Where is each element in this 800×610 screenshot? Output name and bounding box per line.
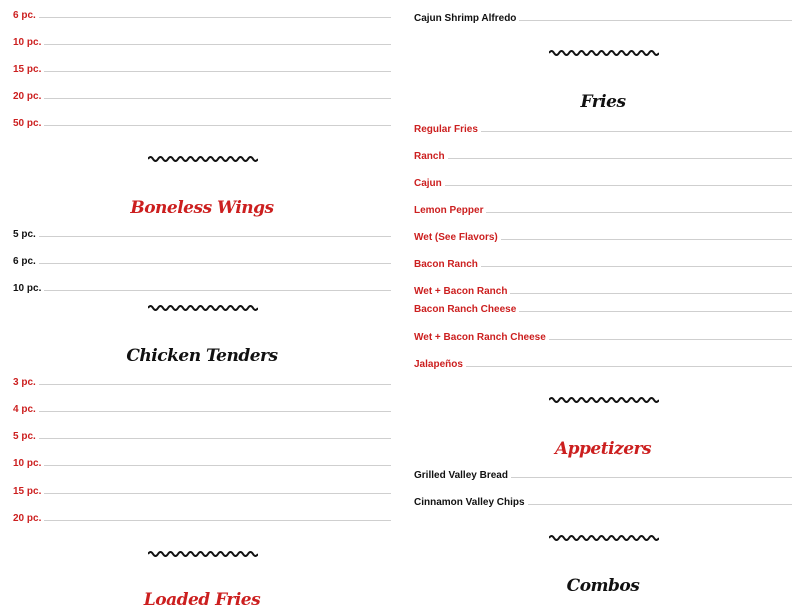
section-heading-fries: Fries — [580, 92, 626, 112]
menu-item-row — [414, 468, 792, 484]
leader-line — [486, 212, 792, 213]
menu-item-row — [414, 203, 792, 219]
menu-item-row — [414, 302, 792, 318]
leader-line — [44, 465, 391, 466]
menu-item-label: 10 pc. — [13, 458, 42, 469]
leader-line — [511, 477, 792, 478]
menu-item-label: Lemon Pepper — [414, 205, 484, 216]
menu-item-label: 6 pc. — [13, 256, 36, 267]
menu-item-row — [13, 227, 391, 243]
menu-item-row — [414, 122, 792, 138]
menu-item-row — [414, 176, 792, 192]
wavy-divider-icon — [549, 49, 659, 57]
menu-item-label: Cajun — [414, 178, 442, 189]
menu-item-row — [414, 495, 792, 511]
menu-item-label: 20 pc. — [13, 91, 42, 102]
menu-item-row — [13, 281, 391, 297]
menu-item-label: Ranch — [414, 151, 445, 162]
menu-item-row — [13, 456, 391, 472]
leader-line — [519, 20, 792, 21]
menu-item-row — [414, 11, 792, 27]
wavy-divider-icon — [148, 550, 258, 558]
wavy-divider-icon — [148, 155, 258, 163]
menu-item-label: Regular Fries — [414, 124, 478, 135]
menu-item-row — [13, 254, 391, 270]
menu-item-label: Jalapeños — [414, 359, 463, 370]
leader-line — [44, 98, 391, 99]
leader-line — [481, 131, 792, 132]
menu-item-label: 20 pc. — [13, 513, 42, 524]
menu-item-label: 10 pc. — [13, 37, 42, 48]
menu-item-label: 10 pc. — [13, 283, 42, 294]
section-heading-combos: Combos — [566, 576, 640, 596]
menu-item-row — [13, 484, 391, 500]
leader-line — [510, 293, 792, 294]
menu-item-row — [13, 35, 391, 51]
menu-item-row — [414, 257, 792, 273]
menu-item-label: Cajun Shrimp Alfredo — [414, 13, 517, 24]
leader-line — [44, 71, 391, 72]
leader-line — [39, 17, 391, 18]
leader-line — [44, 125, 391, 126]
menu-item-label: Bacon Ranch Cheese — [414, 304, 517, 315]
menu-item-row — [13, 62, 391, 78]
menu-item-label: Cinnamon Valley Chips — [414, 497, 525, 508]
menu-item-label: 15 pc. — [13, 486, 42, 497]
leader-line — [39, 438, 391, 439]
leader-line — [466, 366, 792, 367]
section-heading-boneless-wings: Boneless Wings — [130, 198, 274, 218]
menu-item-row — [13, 116, 391, 132]
menu-item-row — [414, 357, 792, 373]
section-heading-appetizers: Appetizers — [554, 439, 652, 459]
menu-item-row — [13, 89, 391, 105]
leader-line — [501, 239, 792, 240]
menu-item-label: Wet + Bacon Ranch Cheese — [414, 332, 546, 343]
leader-line — [481, 266, 792, 267]
leader-line — [448, 158, 792, 159]
wavy-divider-icon — [148, 304, 258, 312]
menu-item-label: 15 pc. — [13, 64, 42, 75]
menu-item-label: 6 pc. — [13, 10, 36, 21]
menu-item-label: 3 pc. — [13, 377, 36, 388]
menu-item-row — [13, 429, 391, 445]
menu-item-label: 5 pc. — [13, 229, 36, 240]
menu-item-label: Bacon Ranch — [414, 259, 478, 270]
leader-line — [39, 236, 391, 237]
menu-item-label: Wet (See Flavors) — [414, 232, 498, 243]
menu-item-row — [13, 402, 391, 418]
menu-item-label: 5 pc. — [13, 431, 36, 442]
wavy-divider-icon — [549, 396, 659, 404]
leader-line — [39, 384, 391, 385]
wavy-divider-icon — [549, 534, 659, 542]
leader-line — [44, 290, 391, 291]
leader-line — [39, 263, 391, 264]
menu-item-row — [414, 330, 792, 346]
leader-line — [44, 520, 391, 521]
menu-item-label: Wet + Bacon Ranch — [414, 286, 508, 297]
section-heading-loaded-fries: Loaded Fries — [143, 590, 261, 610]
leader-line — [44, 44, 391, 45]
leader-line — [519, 311, 792, 312]
menu-item-label: 50 pc. — [13, 118, 42, 129]
leader-line — [44, 493, 391, 494]
leader-line — [528, 504, 792, 505]
leader-line — [549, 339, 792, 340]
leader-line — [39, 411, 391, 412]
menu-item-row — [414, 284, 792, 300]
section-heading-chicken-tenders: Chicken Tenders — [126, 346, 278, 366]
menu-item-row — [13, 511, 391, 527]
menu-item-row — [414, 149, 792, 165]
menu-item-label: Grilled Valley Bread — [414, 470, 508, 481]
menu-item-row — [13, 8, 391, 24]
menu-item-row — [13, 375, 391, 391]
menu-item-row — [414, 230, 792, 246]
leader-line — [445, 185, 792, 186]
menu-item-label: 4 pc. — [13, 404, 36, 415]
